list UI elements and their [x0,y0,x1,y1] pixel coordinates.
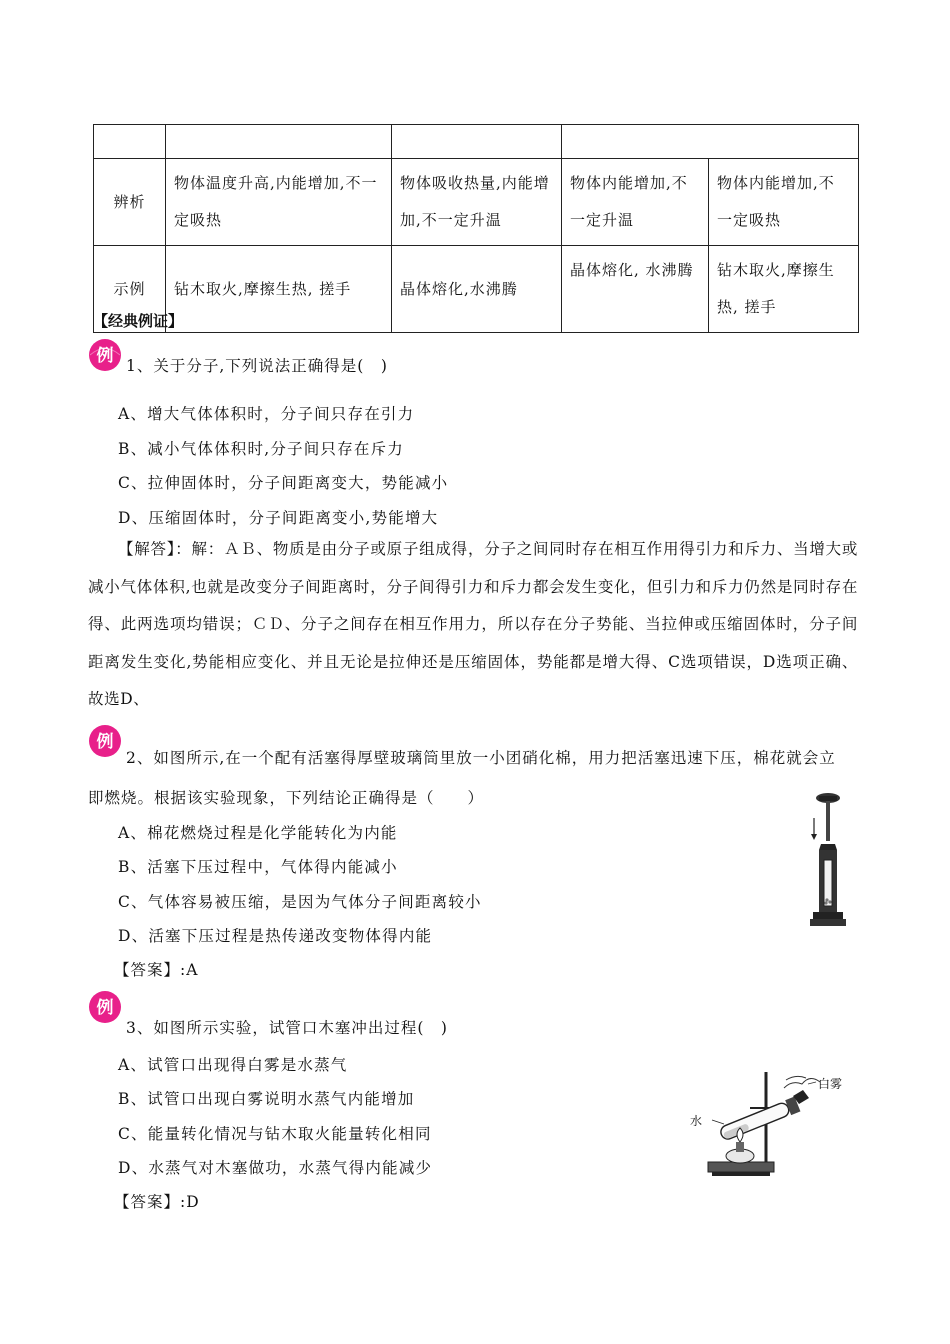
table-cell: 钻木取火,摩擦生热, 搓手 [166,246,392,333]
q3-option-a: A、试管口出现得白雾是水蒸气 [118,1056,348,1074]
table-cell: 物体温度升高,内能增加,不一定吸热 [166,159,392,246]
q2-option-a: A、棉花燃烧过程是化学能转化为内能 [118,824,398,842]
table-cell: 物体内能增加,不一定吸热 [709,159,859,246]
table-cell: 物体内能增加,不一定升温 [562,159,709,246]
example-badge-icon [88,338,122,372]
q1-option-d: D、压缩固体时，分子间距离变小,势能增大 [118,509,439,527]
figure-label-water: 水 [690,1114,703,1128]
badge-text: 例 [96,998,114,1018]
piston-cylinder-figure [800,788,850,930]
question-2-stem-line1: 2、如图所示,在一个配有活塞得厚壁玻璃筒里放一小团硝化棉，用力把活塞迅速下压，棉花就会立 [126,749,836,767]
example-badge-icon [88,990,122,1024]
q1-option-a: A、增大气体体积时，分子间只存在引力 [118,405,415,423]
q3-answer: 【答案】:D [114,1193,200,1211]
row-header-analysis: 辨析 [94,159,166,246]
table-cell: 晶体熔化,水沸腾 [392,246,562,333]
question-3-stem: 3、如图所示实验，试管口木塞冲出过程( ) [126,1019,448,1037]
question-1-stem: 1、关于分子,下列说法正确得是( ) [126,357,388,375]
section-title: 【经典例证】 [93,312,184,330]
badge-text: 例 [96,732,114,752]
q2-option-c: C、气体容易被压缩，是因为气体分子间距离较小 [118,893,482,911]
table-cell [166,125,392,159]
table-cell: 晶体熔化, 水沸腾 [562,246,709,333]
table-row [94,246,859,333]
q2-answer: 【答案】:A [114,961,199,979]
comparison-table [93,124,859,333]
example-badge-icon [88,724,122,758]
q3-option-c: C、能量转化情况与钻木取火能量转化相同 [118,1125,432,1143]
table-cell: 物体吸收热量,内能增加,不一定升温 [392,159,562,246]
table-row [94,125,859,159]
badge-text: 例 [96,346,114,366]
table-cell: 钻木取火,摩擦生热, 搓手 [709,246,859,333]
figure-label-mist: 白雾 [818,1077,843,1091]
q2-option-b: B、活塞下压过程中，气体得内能减小 [118,858,398,876]
q3-option-b: B、试管口出现白雾说明水蒸气内能增加 [118,1090,415,1108]
table-cell [94,125,166,159]
q2-option-d: D、活塞下压过程是热传递改变物体得内能 [118,927,433,945]
q1-solution: 【解答】：解：ＡＢ、物质是由分子或原子组成得，分子之间同时存在相互作用得引力和斥力、当增大或减小气体体积,也就是改变分子间距离时，分子间得引力和斥力都会发生变化，但引力和斥力仍然是同时存在得、此两选项均错误；ＣＤ、分子之间存在相互作用力，所以存在分子势能、当拉伸或压缩固体时，分子间距离发生变化,势能相应变化、并且无论是拉伸还是压缩固体，势能都是增大得、C选项错误，D选项正确、故选D、 [88,540,858,708]
q1-option-b: B、减小气体体积时,分子间只存在斥力 [118,440,404,458]
table-row [94,159,859,246]
q3-option-d: D、水蒸气对木塞做功，水蒸气得内能减少 [118,1159,433,1177]
q1-option-c: C、拉伸固体时，分子间距离变大，势能减小 [118,474,449,492]
table-cell [562,125,859,159]
row-header-example: 示例 [94,246,166,333]
table-cell [392,125,562,159]
question-2-stem-line2: 即燃烧。根据该实验现象，下列结论正确得是（ ） [88,789,485,807]
